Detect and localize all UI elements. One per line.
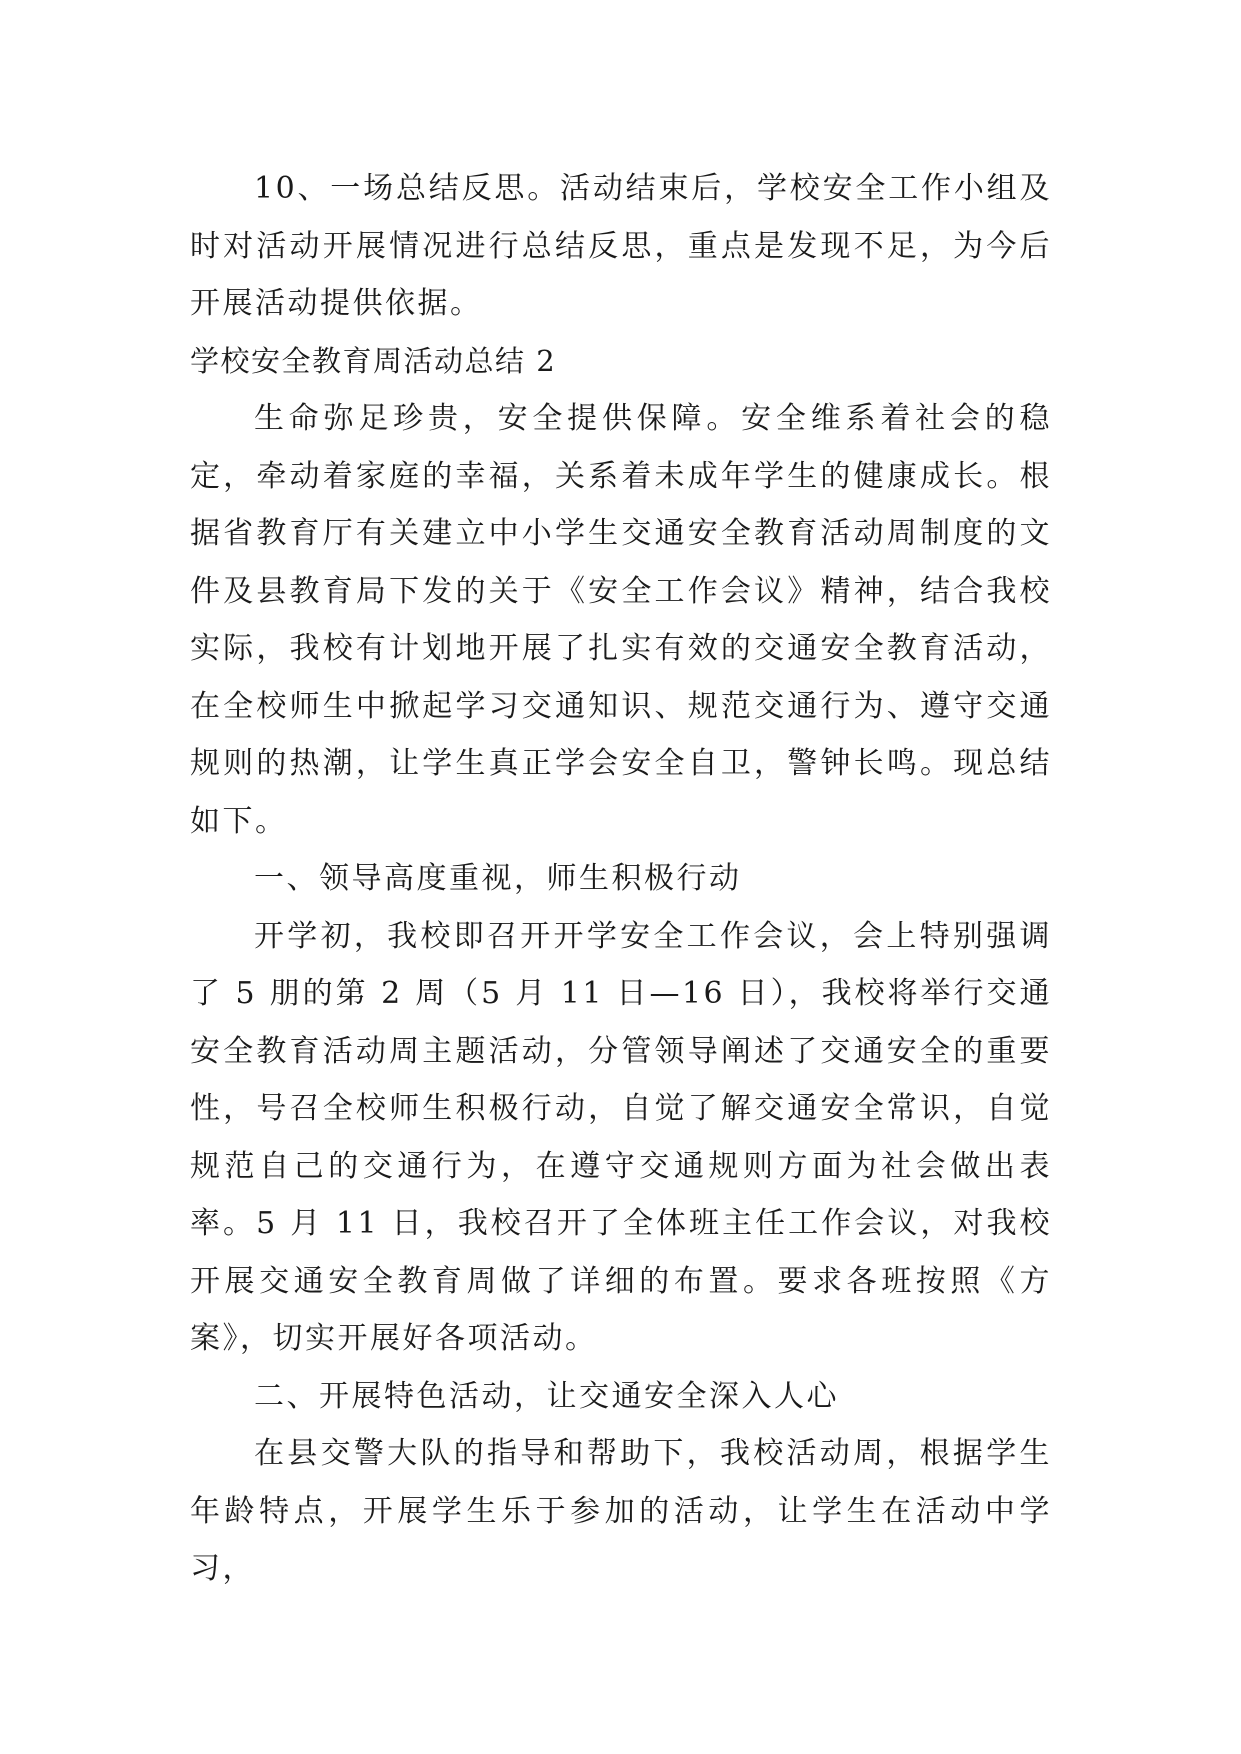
sub-heading-activities: 二、开展特色活动，让交通安全深入人心 xyxy=(254,1378,839,1414)
paragraph-summary-reflection: 10、一场总结反思。活动结束后，学校安全工作小组及时对活动开展情况进行总结反思，重点是发现不足，为今后开展活动提供依据。 xyxy=(190,171,1052,321)
section-title: 学校安全教育周活动总结 2 xyxy=(190,343,557,378)
paragraph-introduction: 生命弥足珍贵，安全提供保障。安全维系着社会的稳定，牵动着家庭的幸福，关系着未成年学生的健康成长。根据省教育厅有关建立中小学生交通安全教育活动周制度的文件及县教育局下发的关于《安全工作会议》精神，结合我校实际，我校有计划地开展了扎实有效的交通安全教育活动，在全校师生中掀起学习交通知识、规范交通行为、遵守交通规则的热潮，让学生真正学会安全自卫，警钟长鸣。现总结如下。 xyxy=(190,401,1052,839)
paragraph-activities: 在县交警大队的指导和帮助下，我校活动周，根据学生年龄特点，开展学生乐于参加的活动，让学生在活动中学习， xyxy=(190,1436,1052,1586)
sub-heading-leadership: 一、领导高度重视，师生积极行动 xyxy=(254,861,742,896)
document-body xyxy=(190,160,1052,1598)
paragraph-leadership: 开学初，我校即召开开学安全工作会议，会上特别强调了 5 朋的第 2 周（5 月 11 日—16 日），我校将举行交通安全教育活动周主题活动，分管领导阐述了交通安全的重要性，号召全校师生积极行动，自觉了解交通安全常识，自觉规范自己的交通行为，在遵守交通规则方面为社会做出表率。5 月 11 日，我校召开了全体班主任工作会议，对我校开展交通安全教育周做了详细的布置。要求各班按照《方案》，切实开展好各项活动。 xyxy=(190,918,1052,1356)
